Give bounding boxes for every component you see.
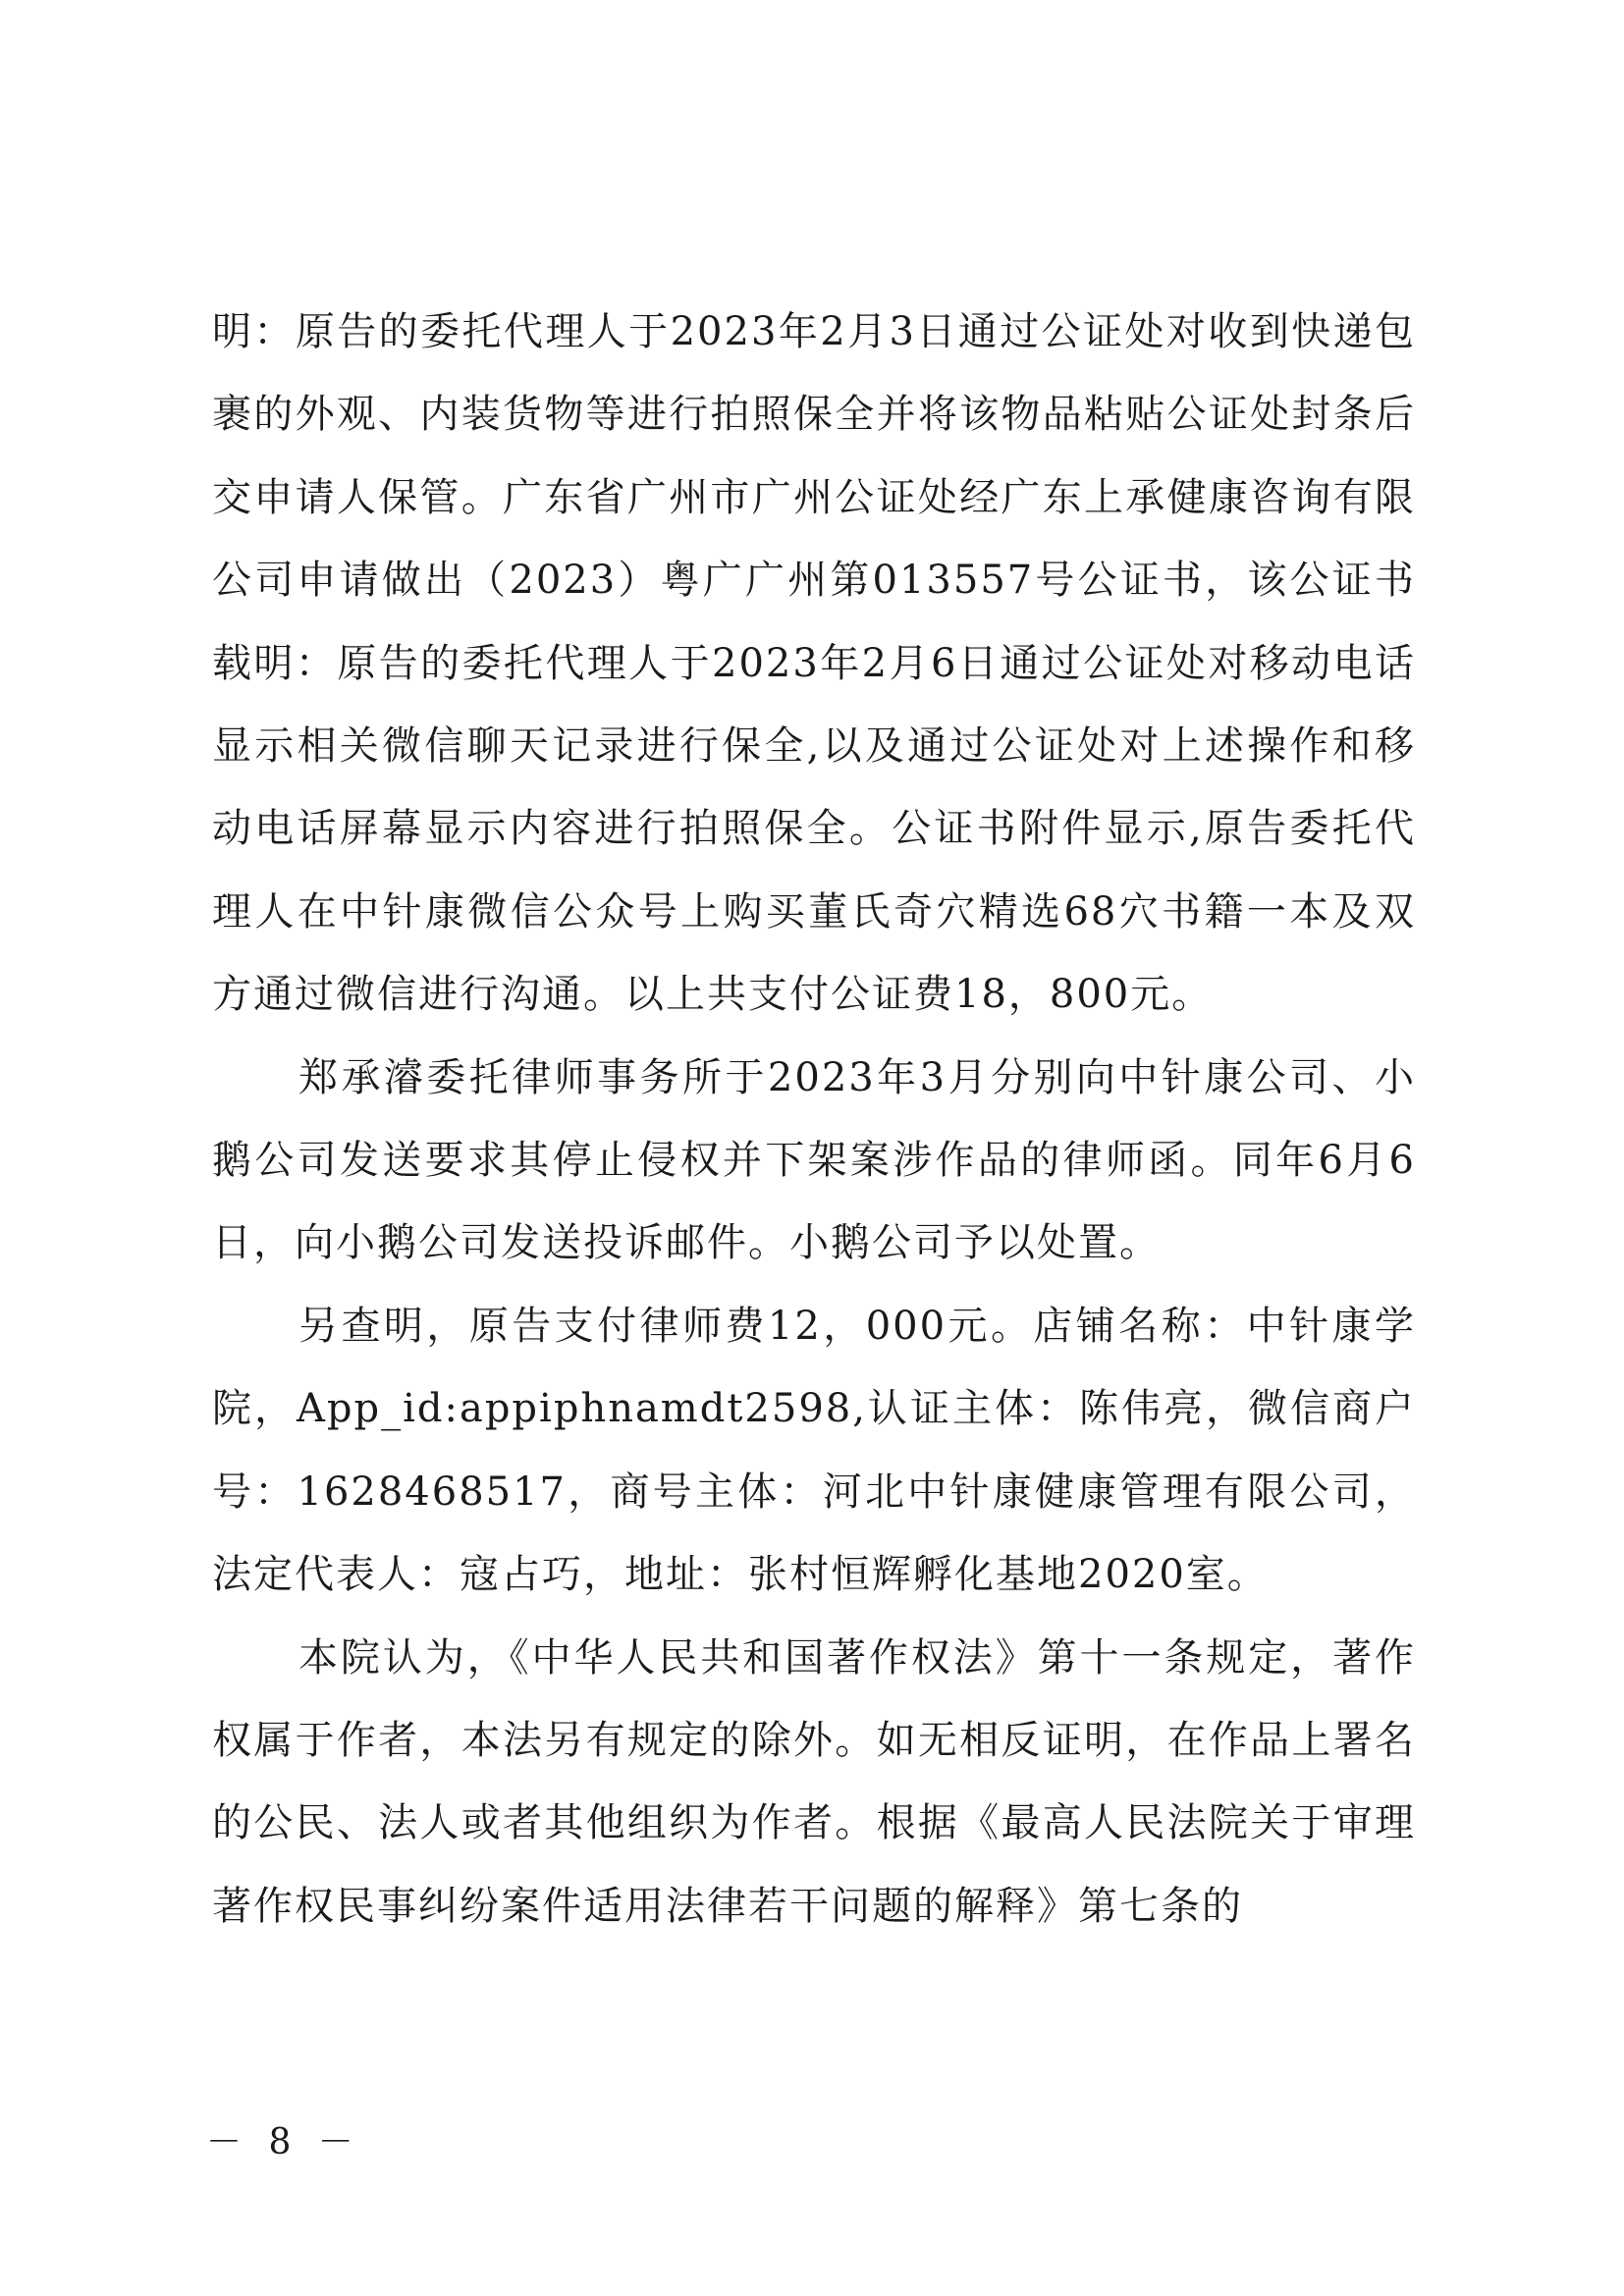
paragraph-further-findings: 另查明，原告支付律师费12，000元。店铺名称：中针康学院，App_id:appiphnamdt2598,认证主体：陈伟亮，微信商户号：1628468517，商号主体：河北中针康健康管理有限公司，法定代表人：寇占巧，地址：张村恒辉孵化基地2020室。 xyxy=(212,1303,1416,1598)
page-number: － 8 － xyxy=(206,2122,361,2163)
paragraph-notary-evidence: 明：原告的委托代理人于2023年2月3日通过公证处对收到快递包裹的外观、内装货物等进行拍照保全并将该物品粘贴公证处封条后交申请人保管。广东省广州市广州公证处经广东上承健康咨询有限公司申请做出（2023）粤广广州第013557号公证书，该公证书载明：原告的委托代理人于2023年2月6日通过公证处对移动电话显示相关微信聊天记录进行保全,以及通过公证处对上述操作和移动电话屏幕显示内容进行拍照保全。公证书附件显示,原告委托代理人在中针康微信公众号上购买董氏奇穴精选68穴书籍一本及双方通过微信进行沟通。以上共支付公证费18，800元。 xyxy=(212,309,1416,1018)
paragraph-court-opinion: 本院认为，《中华人民共和国著作权法》第十一条规定，著作权属于作者，本法另有规定的除外。如无相反证明，在作品上署名的公民、法人或者其他组织为作者。根据《最高人民法院关于审理著作权民事纠纷案件适用法律若干问题的解释》第七条的 xyxy=(212,1634,1416,1929)
paragraph-lawyer-letter: 郑承濬委托律师事务所于2023年3月分别向中针康公司、小鹅公司发送要求其停止侵权并下架案涉作品的律师函。同年6月6日，向小鹅公司发送投诉邮件。小鹅公司予以处置。 xyxy=(212,1054,1416,1266)
document-body xyxy=(212,291,1416,1948)
